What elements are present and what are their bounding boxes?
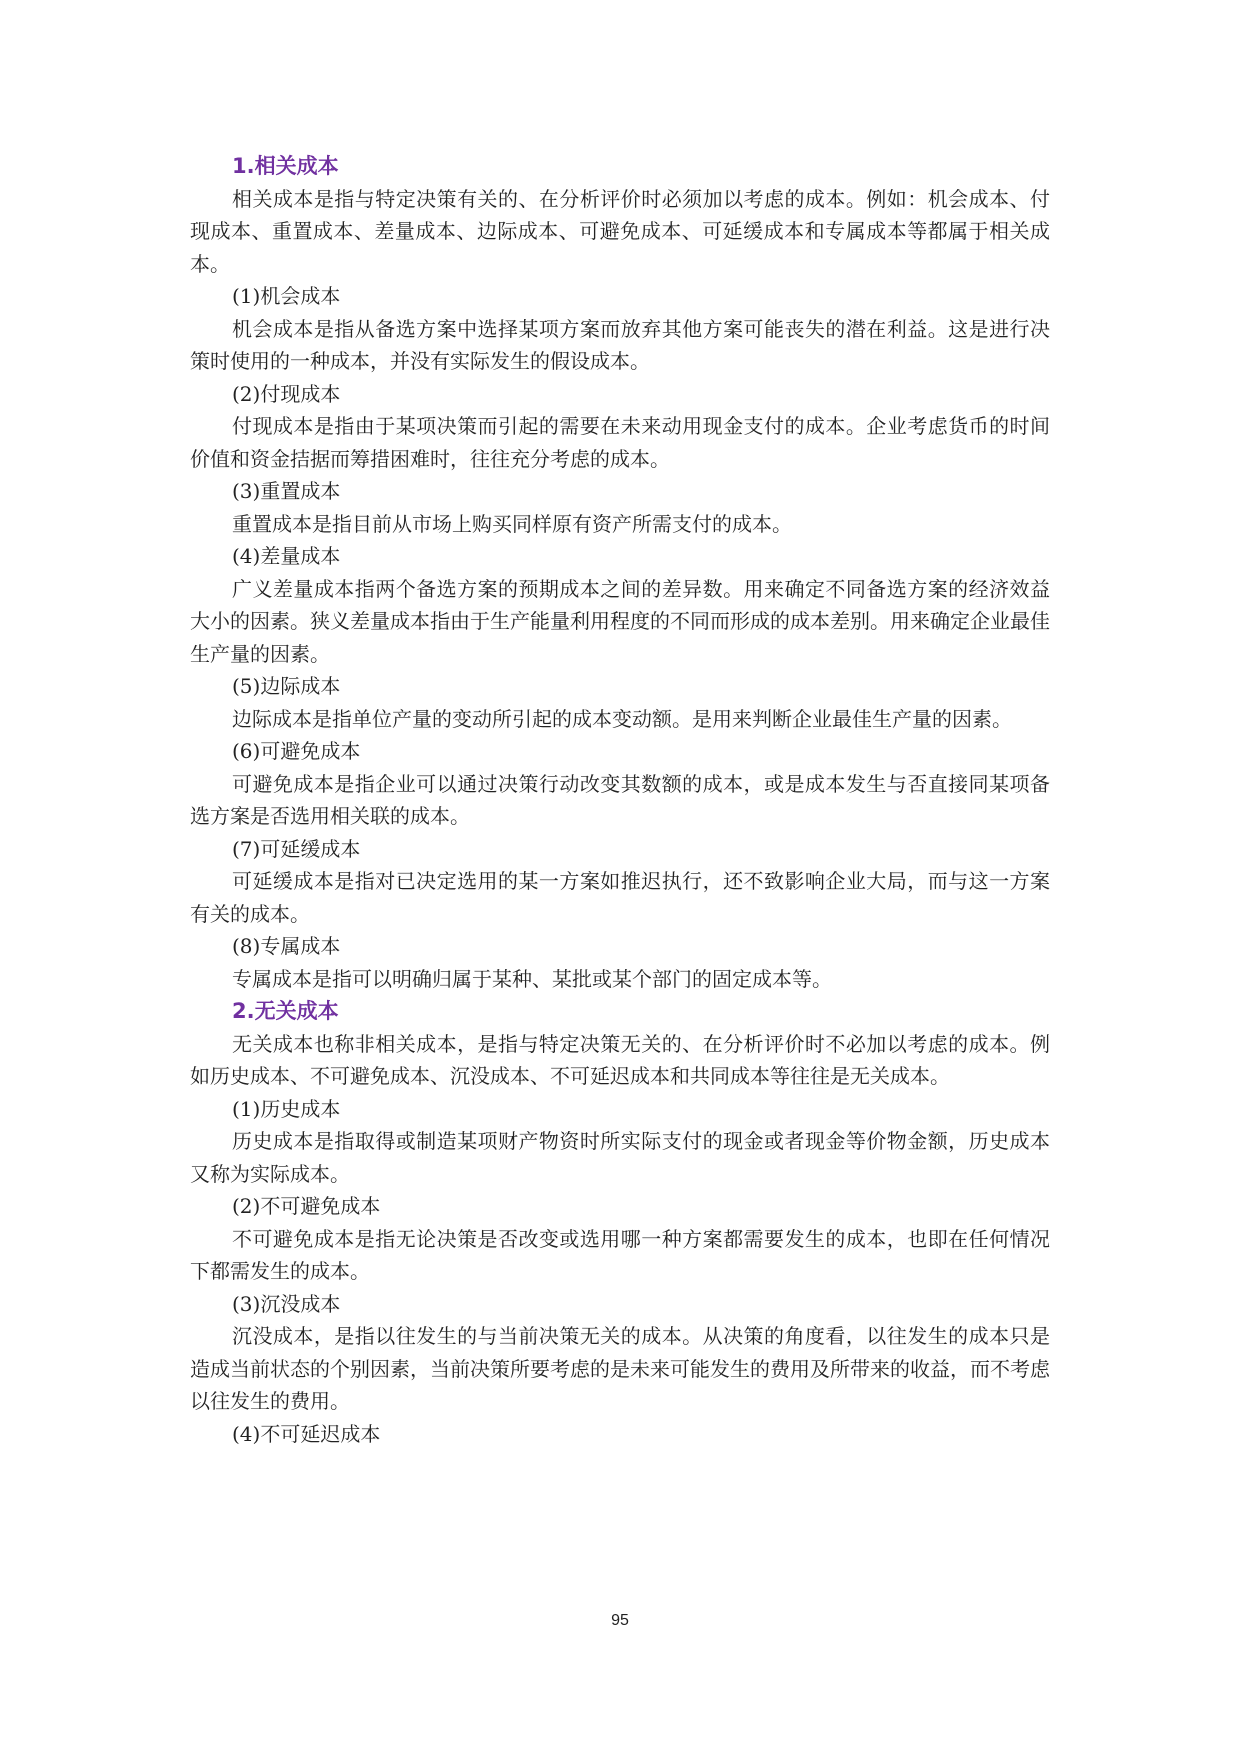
subsection-text: 沉没成本，是指以往发生的与当前决策无关的成本。从决策的角度看，以往发生的成本只是造成当前状态的个别因素，当前决策所要考虑的是未来可能发生的费用及所带来的收益，而不考虑以往发生的费用。 [190,1324,1050,1413]
subsection-text: 可延缓成本是指对已决定选用的某一方案如推迟执行，还不致影响企业大局，而与这一方案有关的成本。 [190,869,1050,926]
subsection-label: (3)沉没成本 [232,1291,341,1316]
section-heading-relevant-cost: 1.相关成本 [232,154,339,178]
section-heading-irrelevant-cost: 2.无关成本 [232,999,339,1023]
subsection-label: (7)可延缓成本 [232,836,361,861]
subsection-text: 重置成本是指目前从市场上购买同样原有资产所需支付的成本。 [232,511,792,536]
subsection-text: 专属成本是指可以明确归属于某种、某批或某个部门的固定成本等。 [232,966,832,991]
subsection-text: 历史成本是指取得或制造某项财产物资时所实际支付的现金或者现金等价物金额，历史成本又称为实际成本。 [190,1129,1050,1186]
subsection-label: (4)差量成本 [232,544,341,568]
subsection-label: (1)机会成本 [232,284,341,308]
section-intro-irrelevant-cost: 无关成本也称非相关成本，是指与特定决策无关的、在分析评价时不必加以考虑的成本。例如历史成本、不可避免成本、沉没成本、不可延迟成本和共同成本等往往是无关成本。 [190,1031,1050,1088]
subsection-text: 广义差量成本指两个备选方案的预期成本之间的差异数。用来确定不同备选方案的经济效益大小的因素。狭义差量成本指由于生产能量利用程度的不同而形成的成本差别。用来确定企业最佳生产量的因素。 [190,576,1050,666]
subsection-label: (6)可避免成本 [232,739,361,763]
subsection-label: (2)付现成本 [232,381,341,406]
subsection-label: (4)不可延迟成本 [232,1421,381,1446]
section-intro-relevant-cost: 相关成本是指与特定决策有关的、在分析评价时必须加以考虑的成本。例如：机会成本、付现成本、重置成本、差量成本、边际成本、可避免成本、可延缓成本和专属成本等都属于相关成本。 [190,186,1050,276]
subsection-label: (2)不可避免成本 [232,1194,381,1218]
subsection-label: (3)重置成本 [232,479,341,503]
subsection-text: 机会成本是指从备选方案中选择某项方案而放弃其他方案可能丧失的潜在利益。这是进行决策时使用的一种成本，并没有实际发生的假设成本。 [190,316,1050,373]
subsection-label: (8)专属成本 [232,934,341,958]
subsection-label: (1)历史成本 [232,1096,341,1121]
subsection-text: 边际成本是指单位产量的变动所引起的成本变动额。是用来判断企业最佳生产量的因素。 [232,706,1012,731]
page-number: 95 [611,1612,629,1629]
page-content [190,150,1050,1450]
subsection-text: 付现成本是指由于某项决策而引起的需要在未来动用现金支付的成本。企业考虑货币的时间价值和资金拮据而筹措困难时，往往充分考虑的成本。 [190,414,1050,471]
subsection-text: 可避免成本是指企业可以通过决策行动改变其数额的成本，或是成本发生与否直接同某项备选方案是否选用相关联的成本。 [190,771,1050,828]
subsection-label: (5)边际成本 [232,674,341,698]
subsection-text: 不可避免成本是指无论决策是否改变或选用哪一种方案都需要发生的成本，也即在任何情况下都需发生的成本。 [190,1226,1050,1283]
